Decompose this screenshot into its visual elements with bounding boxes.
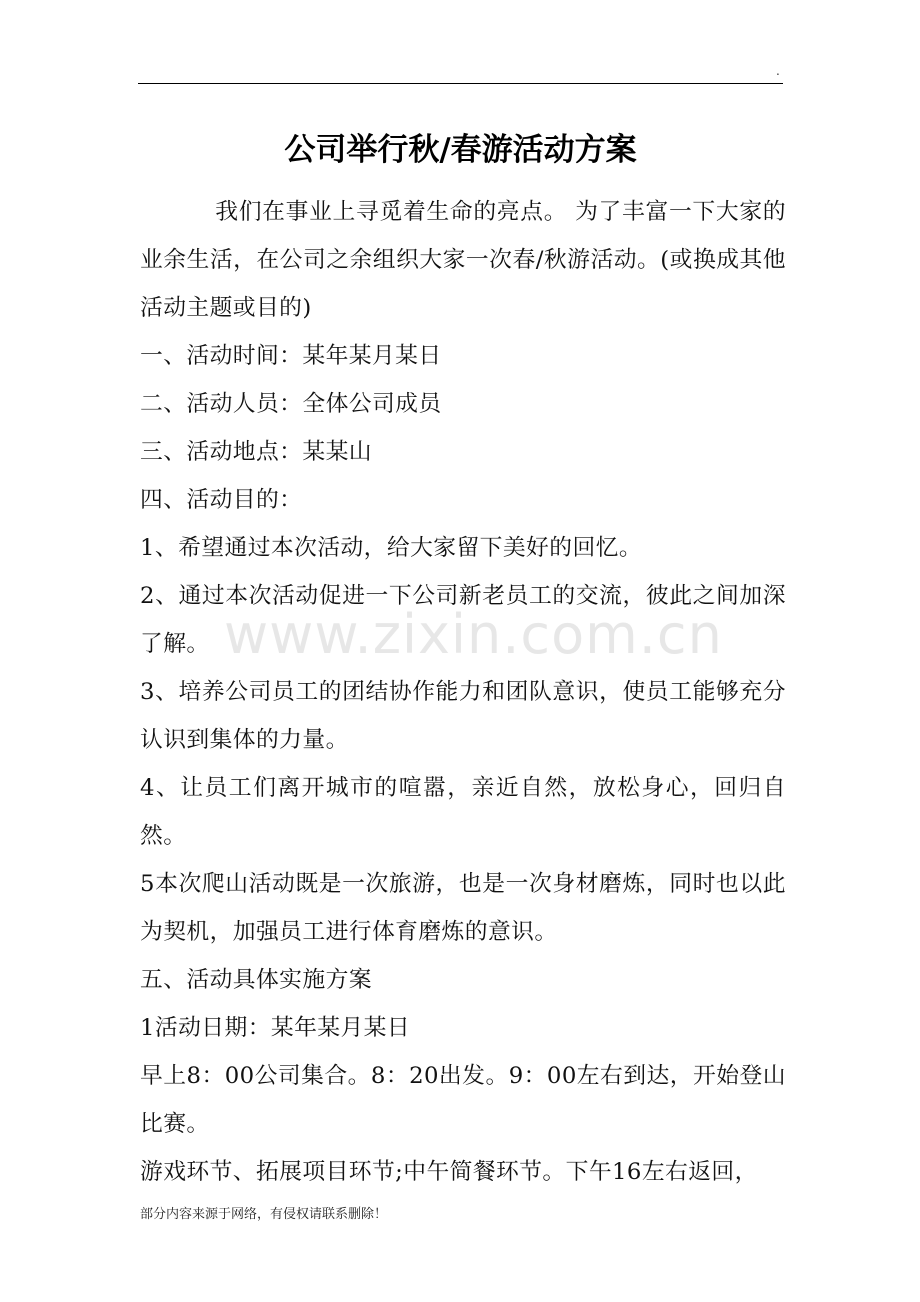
document-title: 公司举行秋/春游活动方案 [284,132,637,168]
watermark: www.zixin.com.cn [224,603,723,666]
activity-date: 1活动日期：某年某月某日 [140,1015,411,1041]
intro-paragraph: 我们在事业上寻觅着生命的亮点。 为了丰富一下大家的业余生活，在公司之余组织大家一次春/秋游活动。(或换成其他活动主题或目的) [140,199,786,321]
purpose-item-1: 1、希望通过本次活动，给大家留下美好的回忆。 [140,535,643,561]
implementation-heading: 五、活动具体实施方案 [140,967,372,993]
morning-schedule: 早上8：00公司集合。8：20出发。9：00左右到达，开始登山比赛。 [140,1063,786,1137]
activity-purpose-heading: 四、活动目的： [140,487,303,513]
header-mark: . [776,64,780,78]
activity-location: 三、活动地点：某某山 [140,439,372,465]
afternoon-schedule: 游戏环节、拓展项目环节;中午简餐环节。下午16左右返回， [140,1159,758,1185]
header-rule [138,83,783,84]
activity-time: 一、活动时间：某年某月某日 [140,343,442,369]
activity-participants: 二、活动人员：全体公司成员 [140,391,442,417]
purpose-item-5: 5本次爬山活动既是一次旅游，也是一次身材磨炼，同时也以此为契机，加强员工进行体育磨炼的意识。 [140,871,786,945]
document-body [140,188,786,1196]
purpose-item-3: 3、培养公司员工的团结协作能力和团队意识，使员工能够充分认识到集体的力量。 [140,679,786,753]
footer-note: 部分内容来源于网络，有侵权请联系删除！ [140,1207,388,1222]
purpose-item-2: 2、通过本次活动促进一下公司新老员工的交流，彼此之间加深了解。 [140,583,786,657]
purpose-item-4: 4、让员工们离开城市的喧嚣，亲近自然，放松身心，回归自然。 [140,775,786,849]
